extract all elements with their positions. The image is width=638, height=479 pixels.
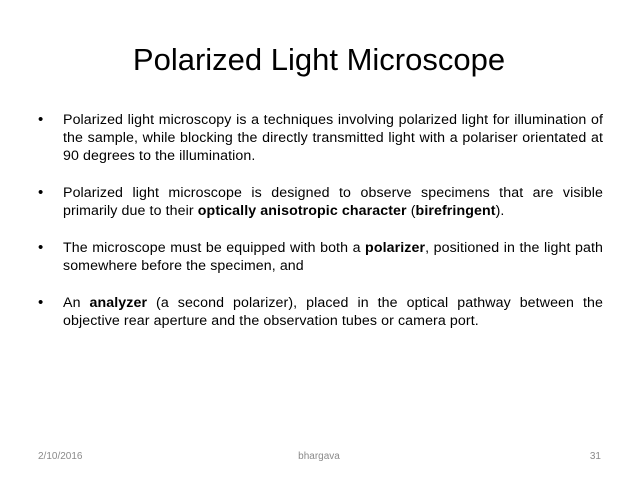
bullet-text: ).: [495, 203, 505, 219]
bullet-icon: •: [38, 111, 44, 128]
bullet-item-2: [38, 184, 603, 220]
footer-author: bhargava: [298, 451, 340, 462]
bullet-list: [38, 111, 603, 349]
bullet-text: Polarized light microscopy is a techniques involving polarized light for illumination of the sample, while blocking the directly transmitted light with a polariser orientated at 90 degrees to the illumination.: [63, 112, 603, 164]
bold-term-birefringent: birefringent: [415, 203, 496, 219]
bullet-item-3: [38, 239, 603, 275]
bullet-text: (a second polarizer), placed in the optical pathway between the objective rear aperture and the observation tubes or camera port.: [63, 295, 603, 329]
bullet-item-4: [38, 294, 603, 330]
bold-term-polarizer: polarizer: [365, 240, 426, 256]
bold-term-analyzer: analyzer: [89, 295, 148, 311]
footer-date: 2/10/2016: [38, 451, 83, 462]
bullet-text: An: [63, 295, 90, 311]
bullet-text: Polarized light microscope is designed to observe specimens that are visible primarily due to their: [63, 185, 603, 219]
bullet-icon: •: [38, 294, 44, 311]
bullet-icon: •: [38, 184, 44, 201]
footer-page-number: 31: [589, 451, 601, 462]
bullet-icon: •: [38, 239, 44, 256]
bullet-text: , positioned in the light path somewhere before the specimen, and: [63, 240, 603, 274]
bullet-text: (: [406, 203, 416, 219]
bullet-item-1: [38, 111, 603, 165]
slide-title: Polarized Light Microscope: [132, 42, 506, 77]
bold-term-optically-anisotropic: optically anisotropic character: [197, 203, 407, 219]
bullet-text: The microscope must be equipped with both a: [63, 240, 366, 256]
